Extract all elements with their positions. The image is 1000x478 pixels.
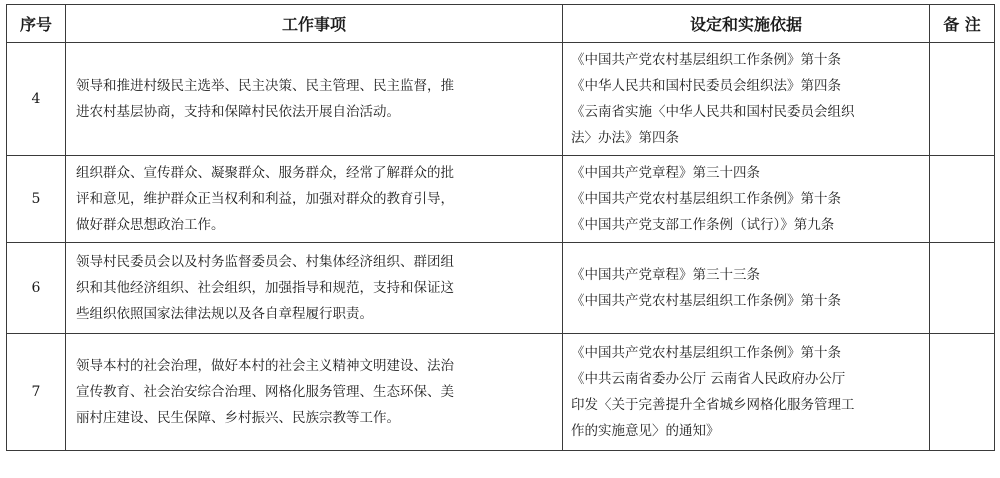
row-basis	[563, 243, 930, 334]
table-row	[7, 156, 995, 243]
basis-line: 《中共云南省委办公厅 云南省人民政府办公厅	[571, 371, 846, 387]
header-note: 备 注	[930, 5, 995, 43]
row-note	[930, 156, 995, 243]
item-line: 做好群众思想政治工作。	[76, 217, 225, 233]
basis-line: 《中国共产党支部工作条例（试行）》第九条	[571, 217, 835, 233]
basis-line: 作的实施意见〉的通知》	[571, 423, 720, 439]
row-item	[66, 334, 563, 451]
basis-line: 印发〈关于完善提升全省城乡网格化服务管理工	[571, 397, 855, 413]
table-row	[7, 243, 995, 334]
work-items-table	[6, 4, 995, 451]
basis-line: 《中国共产党章程》第三十三条	[571, 267, 760, 283]
item-line: 领导本村的社会治理，做好本村的社会主义精神文明建设、法治	[76, 358, 454, 374]
row-item	[66, 156, 563, 243]
header-index: 序号	[7, 5, 66, 43]
row-note	[930, 243, 995, 334]
basis-line: 《中华人民共和国村民委员会组织法》第四条	[571, 78, 841, 94]
item-line: 丽村庄建设、民生保障、乡村振兴、民族宗教等工作。	[76, 410, 400, 426]
table-row	[7, 43, 995, 156]
row-index: 5	[7, 156, 66, 243]
basis-line: 《云南省实施〈中华人民共和国村民委员会组织	[571, 104, 855, 120]
item-line: 评和意见，维护群众正当权利和利益，加强对群众的教育引导，	[76, 191, 454, 207]
item-line: 宣传教育、社会治安综合治理、网格化服务管理、生态环保、美	[76, 384, 454, 400]
basis-line: 《中国共产党农村基层组织工作条例》第十条	[571, 345, 841, 361]
row-basis	[563, 334, 930, 451]
basis-line: 《中国共产党农村基层组织工作条例》第十条	[571, 191, 841, 207]
table-row	[7, 334, 995, 451]
row-index: 4	[7, 43, 66, 156]
row-index: 6	[7, 243, 66, 334]
row-item	[66, 43, 563, 156]
row-basis	[563, 156, 930, 243]
row-note	[930, 43, 995, 156]
table-header-row	[7, 5, 995, 43]
row-item	[66, 243, 563, 334]
header-basis: 设定和实施依据	[563, 5, 930, 43]
row-note	[930, 334, 995, 451]
item-line: 进农村基层协商，支持和保障村民依法开展自治活动。	[76, 104, 400, 120]
item-line: 领导和推进村级民主选举、民主决策、民主管理、民主监督，推	[76, 78, 454, 94]
item-line: 些组织依照国家法律法规以及各自章程履行职责。	[76, 306, 373, 322]
basis-line: 《中国共产党章程》第三十四条	[571, 165, 760, 181]
item-line: 织和其他经济组织、社会组织，加强指导和规范，支持和保证这	[76, 280, 454, 296]
basis-line: 《中国共产党农村基层组织工作条例》第十条	[571, 293, 841, 309]
item-line: 领导村民委员会以及村务监督委员会、村集体经济组织、群团组	[76, 254, 454, 270]
header-item: 工作事项	[66, 5, 563, 43]
row-index: 7	[7, 334, 66, 451]
basis-line: 《中国共产党农村基层组织工作条例》第十条	[571, 52, 841, 68]
row-basis	[563, 43, 930, 156]
basis-line: 法〉办法》第四条	[571, 130, 679, 146]
document-page	[6, 4, 995, 451]
item-line: 组织群众、宣传群众、凝聚群众、服务群众，经常了解群众的批	[76, 165, 454, 181]
